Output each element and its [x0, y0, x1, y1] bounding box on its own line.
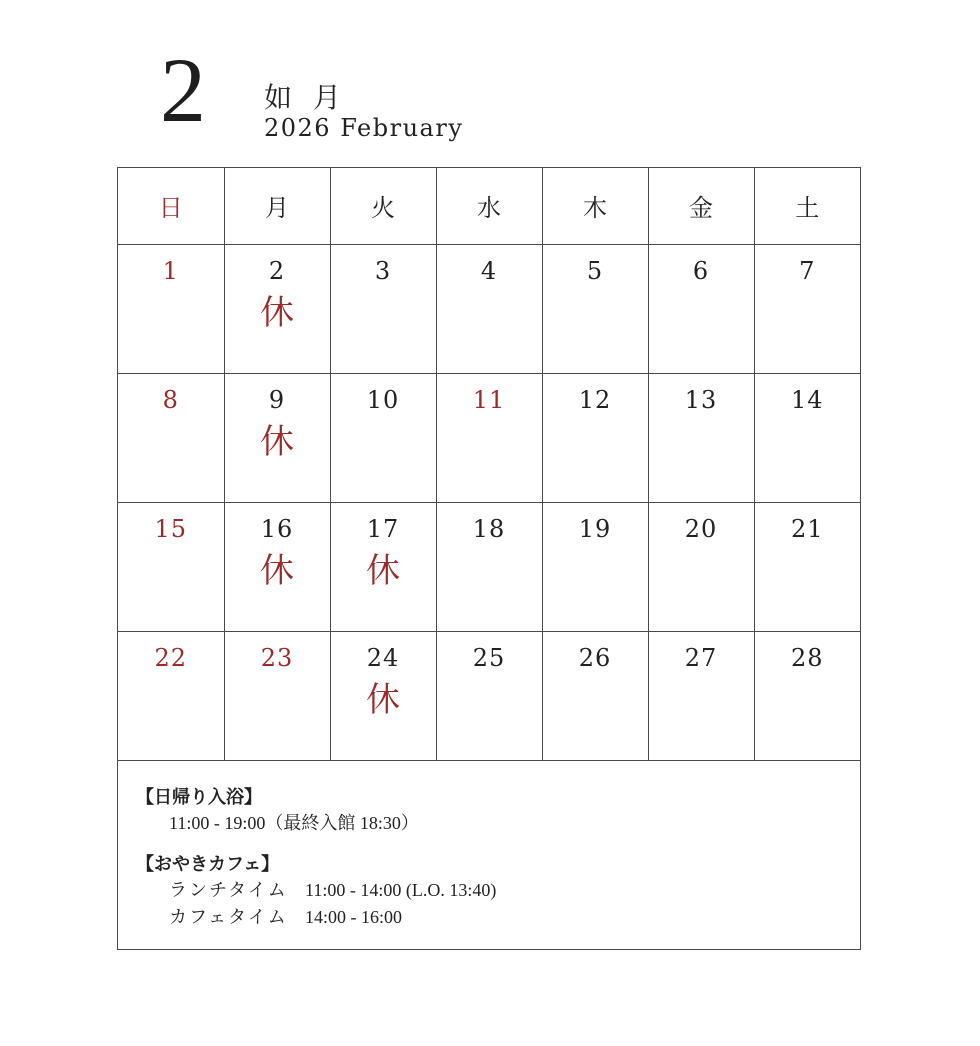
- cafe-heading: 【おやきカフェ】: [136, 854, 280, 874]
- day-cell: [224, 631, 330, 760]
- weekday-thu: 木: [542, 168, 648, 244]
- day-number: 21: [790, 514, 824, 543]
- day-number: 12: [578, 385, 612, 414]
- day-number: 26: [578, 643, 612, 672]
- bath-heading: 【日帰り入浴】: [136, 787, 262, 807]
- day-number: 20: [684, 514, 718, 543]
- weekday-sun: 日: [118, 168, 224, 244]
- day-number: 2: [268, 256, 286, 285]
- day-number: 13: [684, 385, 718, 414]
- bath-hours: 11:00 - 19:00（最終入館 18:30）: [169, 813, 419, 833]
- weekday-mon: 月: [224, 168, 330, 244]
- day-cell: [648, 631, 754, 760]
- day-cell: [648, 502, 754, 631]
- day-cell: [118, 244, 224, 373]
- day-cell: [542, 373, 648, 502]
- day-cell: [118, 373, 224, 502]
- day-cell: [224, 373, 330, 502]
- day-cell: [436, 244, 542, 373]
- day-cell: [542, 631, 648, 760]
- day-cell: [542, 244, 648, 373]
- day-number: 14: [790, 385, 824, 414]
- day-number: 16: [260, 514, 294, 543]
- day-number: 15: [154, 514, 188, 543]
- day-number: 3: [374, 256, 392, 285]
- day-cell: [330, 631, 436, 760]
- day-cell: [224, 244, 330, 373]
- day-number: 18: [472, 514, 506, 543]
- week-row: [118, 373, 860, 502]
- closed-mark: 休: [260, 421, 294, 462]
- day-cell: [436, 631, 542, 760]
- day-cell: [330, 244, 436, 373]
- lunch-label: ランチタイム: [169, 880, 288, 900]
- day-number: 6: [692, 256, 710, 285]
- day-number: 11: [472, 385, 506, 414]
- cafe-lunch-line: [136, 877, 496, 904]
- closed-mark: 休: [260, 292, 294, 333]
- day-number: 17: [366, 514, 400, 543]
- day-number: 9: [268, 385, 286, 414]
- day-cell: [330, 502, 436, 631]
- day-number: 10: [366, 385, 400, 414]
- day-number: 27: [684, 643, 718, 672]
- day-cell: [436, 502, 542, 631]
- weekday-sat: 土: [754, 168, 860, 244]
- day-number: 25: [472, 643, 506, 672]
- day-cell: [754, 631, 860, 760]
- cafe-time-label: カフェタイム: [169, 907, 288, 927]
- day-number: 23: [260, 643, 294, 672]
- week-row: [118, 631, 860, 760]
- weekday-fri: 金: [648, 168, 754, 244]
- weekday-tue: 火: [330, 168, 436, 244]
- business-hours-info: [136, 784, 496, 931]
- day-cell: [118, 502, 224, 631]
- cafe-time-hours: 14:00 - 16:00: [305, 907, 402, 927]
- month-japanese-name: 如 月: [264, 81, 347, 114]
- day-cell: [224, 502, 330, 631]
- month-number: 2: [160, 39, 206, 141]
- weekday-wed: 水: [436, 168, 542, 244]
- day-cell: [754, 502, 860, 631]
- day-number: 4: [480, 256, 498, 285]
- closed-mark: 休: [260, 550, 294, 591]
- lunch-hours: 11:00 - 14:00 (L.O. 13:40): [305, 880, 497, 900]
- day-number: 28: [790, 643, 824, 672]
- day-cell: [118, 631, 224, 760]
- day-cell: [754, 244, 860, 373]
- calendar-grid: [118, 168, 860, 761]
- day-cell: [542, 502, 648, 631]
- day-number: 22: [154, 643, 188, 672]
- day-number: 24: [366, 643, 400, 672]
- day-cell: [754, 373, 860, 502]
- closed-mark: 休: [366, 679, 400, 720]
- day-cell: [436, 373, 542, 502]
- calendar-frame: [117, 167, 861, 950]
- cafe-time-line: [136, 904, 496, 931]
- day-number: 1: [162, 256, 179, 285]
- day-cell: [330, 373, 436, 502]
- week-row: [118, 502, 860, 631]
- year-month-english: 2026 February: [264, 114, 464, 142]
- day-number: 7: [799, 256, 816, 285]
- day-number: 8: [162, 385, 179, 414]
- day-cell: [648, 244, 754, 373]
- week-row: [118, 244, 860, 373]
- closed-mark: 休: [366, 550, 400, 591]
- weekday-header-row: [118, 168, 860, 244]
- day-number: 19: [578, 514, 612, 543]
- day-cell: [648, 373, 754, 502]
- day-number: 5: [586, 256, 604, 285]
